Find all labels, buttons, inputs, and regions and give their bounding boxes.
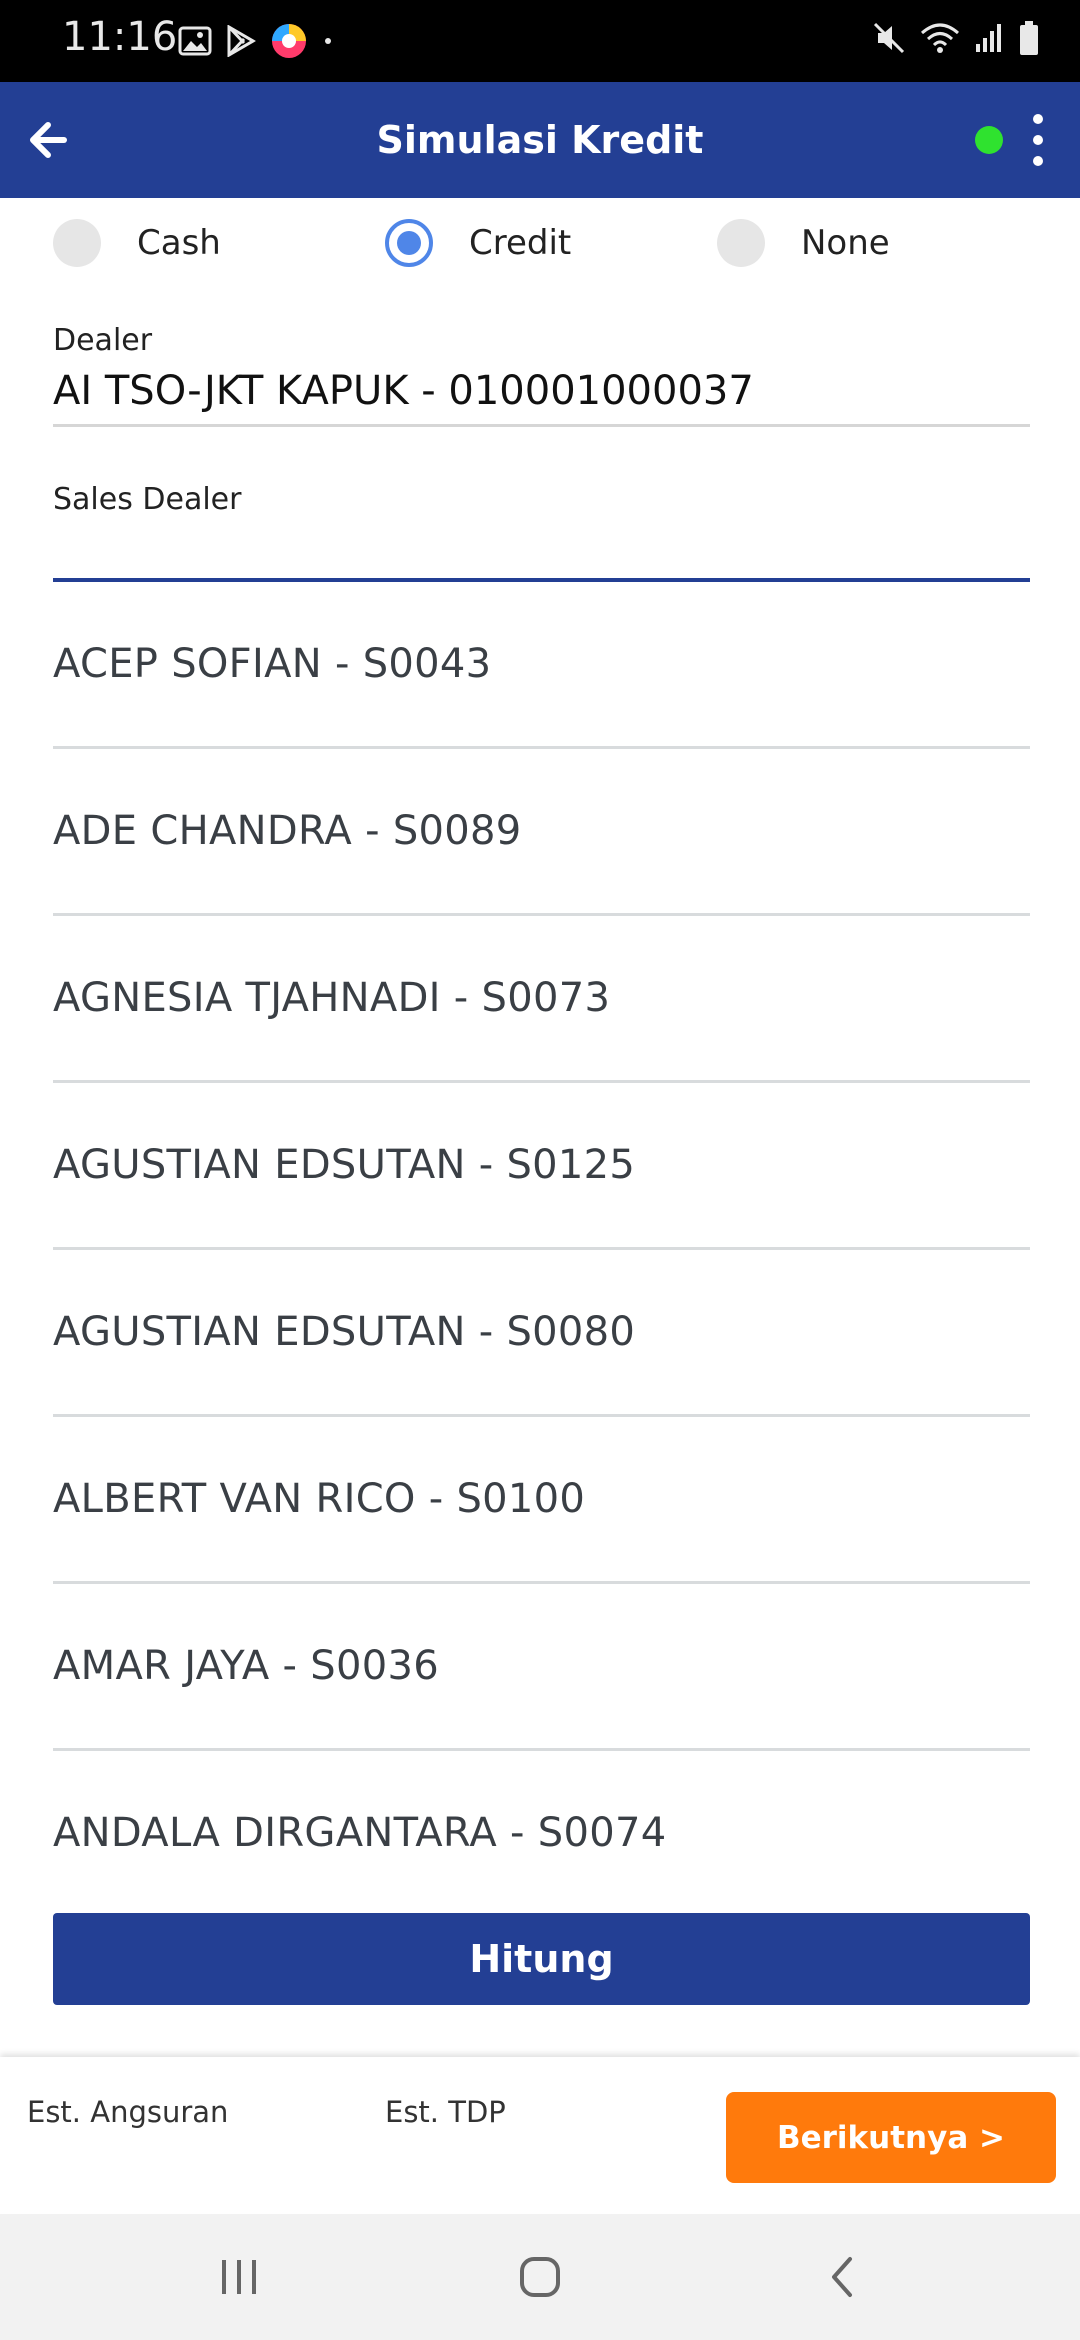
payment-type-radio-group (0, 210, 1080, 276)
dealer-field[interactable]: AI TSO-JKT KAPUK - 010001000037 (53, 368, 1030, 427)
dot-icon (322, 35, 334, 47)
list-item[interactable]: ANDALA DIRGANTARA - S0074 (53, 1751, 1030, 1868)
back-button[interactable] (18, 110, 78, 170)
arrow-left-icon (28, 122, 68, 158)
radio-none-label: None (801, 223, 890, 263)
more-vert-icon (1033, 114, 1043, 124)
radio-cash[interactable] (53, 210, 221, 276)
bottom-summary-bar (0, 2057, 1080, 2214)
next-button[interactable]: Berikutnya > (726, 2092, 1056, 2183)
recent-apps-button[interactable] (199, 2244, 279, 2310)
mute-icon (872, 21, 906, 55)
list-item[interactable]: AMAR JAYA - S0036 (53, 1584, 1030, 1751)
list-item[interactable]: ADE CHANDRA - S0089 (53, 749, 1030, 916)
more-vert-icon-dot (1033, 156, 1043, 166)
status-icons-right (872, 20, 1040, 56)
more-options-button[interactable] (1018, 114, 1058, 166)
list-item[interactable]: AGUSTIAN EDSUTAN - S0125 (53, 1083, 1030, 1250)
sales-dealer-dropdown-list[interactable] (53, 582, 1030, 1868)
app-icon (270, 22, 308, 60)
online-status-indicator (975, 126, 1003, 154)
dealer-label: Dealer (53, 323, 153, 358)
home-icon (518, 2255, 562, 2299)
sales-dealer-label: Sales Dealer (53, 482, 242, 517)
recent-apps-icon (218, 2256, 260, 2298)
status-time: 11:16 (62, 14, 178, 60)
list-item[interactable]: ALBERT VAN RICO - S0100 (53, 1417, 1030, 1584)
home-button[interactable] (500, 2244, 580, 2310)
hitung-button[interactable]: Hitung (53, 1913, 1030, 2005)
radio-none-circle (717, 219, 765, 267)
est-angsuran-label: Est. Angsuran (27, 2095, 229, 2129)
app-bar (0, 82, 1080, 198)
status-bar (0, 0, 1080, 82)
battery-icon (1018, 20, 1040, 56)
radio-cash-circle (53, 219, 101, 267)
back-icon (826, 2255, 858, 2299)
status-icons-left (178, 22, 334, 60)
signal-icon (974, 22, 1004, 54)
radio-cash-label: Cash (137, 223, 221, 263)
radio-credit[interactable] (385, 210, 571, 276)
est-tdp-label: Est. TDP (385, 2095, 506, 2129)
list-item[interactable]: ACEP SOFIAN - S0043 (53, 582, 1030, 749)
list-item[interactable]: AGUSTIAN EDSUTAN - S0080 (53, 1250, 1030, 1417)
system-nav-bar (0, 2214, 1080, 2340)
more-vert-icon-dot (1033, 135, 1043, 145)
radio-credit-circle (385, 219, 433, 267)
gallery-icon (178, 26, 212, 56)
wifi-icon (920, 21, 960, 55)
page-title: Simulasi Kredit (376, 118, 704, 162)
radio-none[interactable] (717, 210, 890, 276)
system-back-button[interactable] (802, 2244, 882, 2310)
sales-dealer-input[interactable] (53, 530, 1030, 582)
list-item[interactable]: AGNESIA TJAHNADI - S0073 (53, 916, 1030, 1083)
play-store-icon (226, 25, 256, 57)
radio-credit-label: Credit (469, 223, 572, 263)
